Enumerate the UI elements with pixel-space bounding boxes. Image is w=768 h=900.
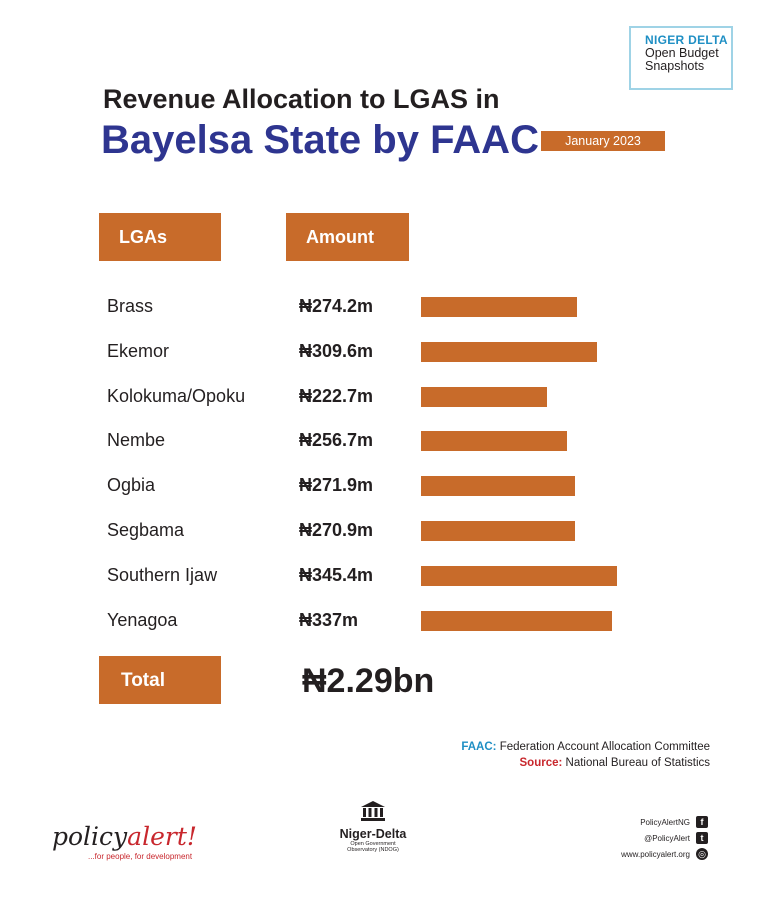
globe-icon: ◎ [696,848,708,860]
amount-label: ₦309.6m [299,340,374,361]
facebook-handle[interactable] [640,816,708,828]
amount-label: ₦337m [299,609,359,630]
bar [421,431,567,451]
bar [421,297,577,317]
lga-name: Yenagoa [107,609,178,630]
nd-observatory-logo [338,800,408,853]
lga-name: Brass [107,296,154,316]
amount-label: ₦222.7m [299,385,374,406]
total-label: Total [99,656,221,704]
faac-note [461,741,710,753]
amount-label: ₦270.9m [299,520,374,540]
lga-name: Nembe [107,430,166,451]
amount-label: ₦345.4m [299,564,374,585]
source-note [520,757,711,769]
website-link[interactable] [621,848,708,860]
policyalert-logo [52,822,197,851]
logo-alert: alert! [127,822,197,851]
title-line2: Bayelsa State by FAAC [101,118,539,162]
total-value: ₦2.29bn [302,662,435,700]
lga-name: Ogbia [107,475,156,496]
bar [421,566,617,586]
lga-name: Kolokuma/Opoku [107,385,246,406]
header-lgas: LGAs [99,213,221,261]
date-tag: January 2023 [541,131,665,151]
amount-label: ₦271.9m [299,475,374,496]
faac-text: Federation Account Allocation Committee [499,741,710,753]
lga-name: Southern Ijaw [107,564,218,585]
badge-line3: Snapshots [645,59,705,73]
badge-line1: NIGER DELTA [645,33,728,47]
open-budget-badge [629,26,733,90]
building-icon [360,800,386,822]
bar [421,476,575,496]
lga-name: Ekemor [107,340,170,361]
amount-label: ₦274.2m [299,296,374,316]
bar [421,521,575,541]
twitter-text: @PolicyAlert [644,833,690,843]
faac-key: FAAC: [461,741,497,753]
badge-line2: Open Budget [645,46,719,60]
twitter-handle[interactable] [644,832,708,844]
nd-sub: Open Government Observatory (NDOG) [347,841,399,853]
tagline: ...for people, for development [88,852,193,861]
bar [421,387,547,407]
title-line1: Revenue Allocation to LGAS in [103,84,500,114]
twitter-icon: t [696,832,708,844]
logo-policy: policy [52,822,128,851]
bar [421,342,597,362]
facebook-icon: f [696,816,708,828]
source-key: Source: [519,757,563,769]
amount-label: ₦256.7m [299,430,374,451]
nd-name: Niger-Delta [339,827,407,841]
lga-name: Segbama [107,520,185,540]
source-text: National Bureau of Statistics [565,757,710,769]
website-text: www.policyalert.org [621,849,690,859]
header-amount: Amount [286,213,409,261]
facebook-text: PolicyAlertNG [640,817,690,827]
bar [421,611,612,631]
